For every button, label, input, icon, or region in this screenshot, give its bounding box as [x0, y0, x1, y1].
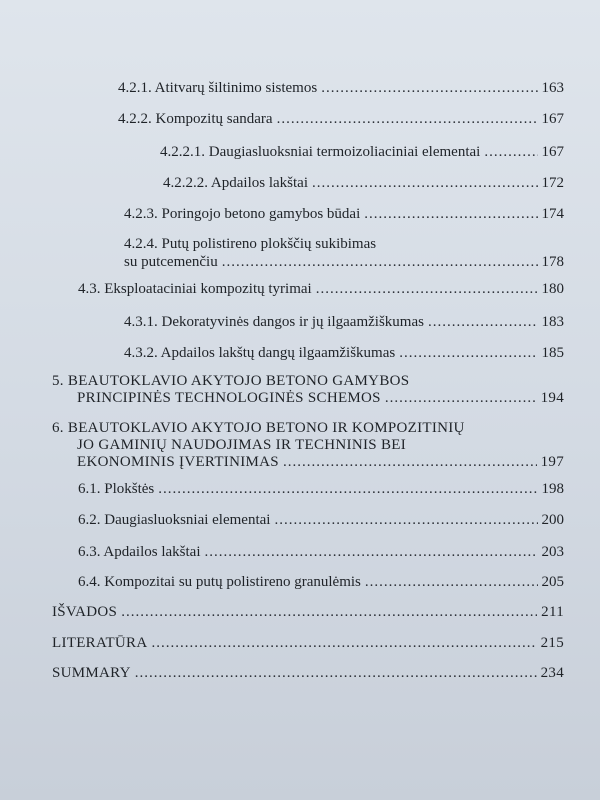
toc-entry-label: 4.3.2. Apdailos lakštų dangų ilgaamžiškumas	[124, 345, 396, 361]
dot-leader	[385, 390, 537, 407]
toc-entry-label: SUMMARY	[52, 665, 131, 681]
toc-entry-summary	[52, 665, 564, 682]
dot-leader	[274, 512, 537, 529]
dot-leader	[365, 574, 538, 591]
toc-entry-4-2-3	[124, 206, 564, 223]
toc-entry-label: 4.3. Eksploataciniai kompozitų tyrimai	[78, 281, 312, 297]
toc-entry-label-line2: JO GAMINIŲ NAUDOJIMAS IR TECHNINIS BEI	[77, 437, 407, 453]
toc-page-number: 194	[540, 390, 564, 406]
toc-entry-4-2-4	[124, 236, 564, 271]
dot-leader	[484, 144, 537, 161]
dot-leader	[152, 635, 537, 652]
dot-leader	[312, 175, 538, 192]
toc-entry-6-2	[78, 512, 564, 529]
toc-page-number: 205	[541, 574, 564, 590]
dot-leader	[321, 80, 537, 97]
toc-entry-4-3-1	[124, 314, 564, 331]
toc-entry-label: IŠVADOS	[52, 604, 118, 620]
toc-entry-label: 6.2. Daugiasluoksniai elementai	[78, 512, 271, 528]
toc-entry-label: 4.2.1. Atitvarų šiltinimo sistemos	[118, 80, 318, 96]
toc-entry-label: 4.2.2.1. Daugiasluoksniai termoizoliaciniai elementai	[160, 144, 481, 160]
toc-entry-label: 6.4. Kompozitai su putų polistireno granulėmis	[78, 574, 361, 590]
dot-leader	[205, 544, 538, 561]
toc-entry-label: 4.2.2. Kompozitų sandara	[118, 111, 273, 127]
dot-leader	[364, 206, 537, 223]
toc-page-number: 200	[541, 512, 564, 528]
toc-page-number: 174	[541, 206, 564, 222]
toc-entry-label-line1: 4.2.4. Putų polistireno plokščių sukibimas	[124, 236, 377, 252]
toc-entry-4-2-1	[118, 80, 564, 97]
toc-page-number: 167	[541, 144, 564, 160]
toc-entry-label: EKONOMINIS ĮVERTINIMAS	[77, 454, 279, 470]
toc-page-number: 183	[541, 314, 564, 330]
toc-entry-label: 6.1. Plokštės	[78, 481, 155, 497]
dot-leader	[121, 604, 537, 621]
toc-page-number: 198	[541, 481, 564, 497]
toc-page-number: 211	[541, 604, 564, 620]
dot-leader	[222, 254, 538, 271]
toc-entry-label: 4.2.3. Poringojo betono gamybos būdai	[124, 206, 361, 222]
toc-page-number: 167	[541, 111, 564, 127]
toc-entry-label: 6.3. Apdailos lakštai	[78, 544, 201, 560]
toc-page-number: 234	[540, 665, 564, 681]
toc-entry-4-3-2	[124, 345, 564, 362]
toc-entry-4-3	[78, 281, 564, 298]
dot-leader	[283, 454, 537, 471]
toc-entry-label: LITERATŪRA	[52, 635, 148, 651]
toc-page-number: 178	[541, 254, 564, 270]
dot-leader	[158, 481, 537, 498]
toc-entry-4-2-2-1	[160, 144, 564, 161]
toc-entry-chapter-6	[52, 420, 564, 471]
toc-entry-chapter-5	[52, 373, 564, 407]
toc-entry-label: 4.3.1. Dekoratyvinės dangos ir jų ilgaamžiškumas	[124, 314, 424, 330]
toc-entry-6-1	[78, 481, 564, 498]
toc-page-number: 197	[540, 454, 564, 470]
toc-page-number: 163	[541, 80, 564, 96]
toc-entry-6-3	[78, 544, 564, 561]
toc-entry-label: 4.2.2.2. Apdailos lakštai	[163, 175, 308, 191]
toc-entry-4-2-2-2	[163, 175, 564, 192]
toc-entry-label: su putcemenčiu	[124, 254, 218, 270]
dot-leader	[428, 314, 538, 331]
toc-entry-6-4	[78, 574, 564, 591]
toc-entry-label-line1: 5. BEAUTOKLAVIO AKYTOJO BETONO GAMYBOS	[52, 373, 410, 389]
toc-entry-literatura	[52, 635, 564, 652]
toc-page-number: 172	[541, 175, 564, 191]
toc-entry-label: PRINCIPINĖS TECHNOLOGINĖS SCHEMOS	[77, 390, 381, 406]
toc-page-number: 180	[541, 281, 564, 297]
dot-leader	[399, 345, 537, 362]
toc-entry-4-2-2	[118, 111, 564, 128]
toc-page-number: 215	[540, 635, 564, 651]
toc-page-number: 185	[541, 345, 564, 361]
dot-leader	[135, 665, 537, 682]
toc-entry-isvados	[52, 604, 564, 621]
toc-entry-label-line1: 6. BEAUTOKLAVIO AKYTOJO BETONO IR KOMPOZITINIŲ	[52, 420, 465, 436]
dot-leader	[277, 111, 538, 128]
toc-page-number: 203	[541, 544, 564, 560]
dot-leader	[316, 281, 538, 298]
